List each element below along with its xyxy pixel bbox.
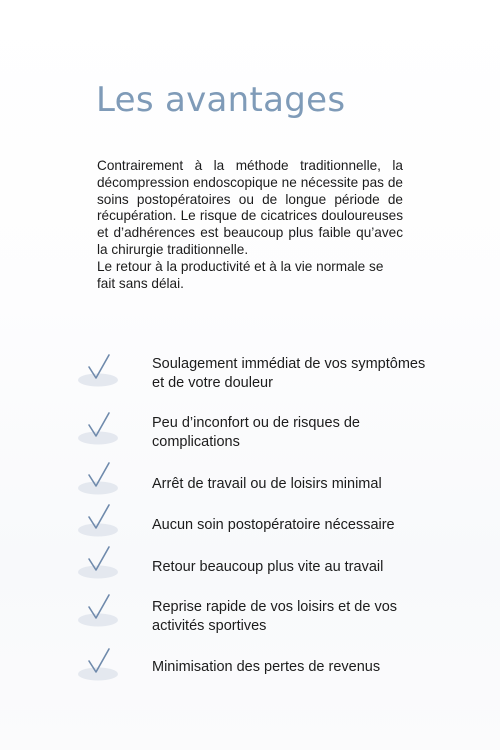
benefit-text: Retour beaucoup plus vite au travail [152, 559, 384, 575]
checkmark-icon [76, 592, 120, 632]
benefit-item [74, 410, 434, 454]
intro-paragraph: Contrairement à la méthode traditionnelle, la décompression endoscopique ne nécessite pas de soins postopératoires ou de longue période de récupération. Le risque de cicatrices douloureuses et d’adhérences est beaucoup plus faible qu’avec la chirurgie traditionnelle. [97, 158, 403, 257]
benefit-item [74, 460, 434, 504]
checkmark-icon [76, 544, 120, 584]
benefit-text: Minimisation des pertes de revenus [152, 659, 381, 675]
benefit-item [74, 646, 434, 690]
page-title: Les avantages [96, 80, 346, 120]
intro-paragraph: Le retour à la productivité et à la vie normale se fait sans délai. [97, 258, 384, 291]
checkmark-icon [76, 410, 120, 450]
checkmark-icon [76, 646, 120, 686]
benefit-text: Arrêt de travail ou de loisirs minimal [152, 476, 382, 492]
benefit-text: Soulagement immédiat de vos symptômes et de votre douleur [152, 356, 426, 391]
benefit-text: Peu d’inconfort ou de risques de complications [152, 415, 360, 450]
benefit-text: Aucun soin postopératoire nécessaire [152, 517, 395, 533]
checkmark-icon [76, 502, 120, 542]
benefit-item [74, 502, 434, 546]
checkmark-icon [76, 352, 120, 392]
benefit-item [74, 352, 434, 396]
benefit-item [74, 544, 434, 588]
benefit-text: Reprise rapide de vos loisirs et de vos activités sportives [152, 599, 398, 634]
checkmark-icon [76, 460, 120, 500]
benefit-item [74, 592, 434, 636]
